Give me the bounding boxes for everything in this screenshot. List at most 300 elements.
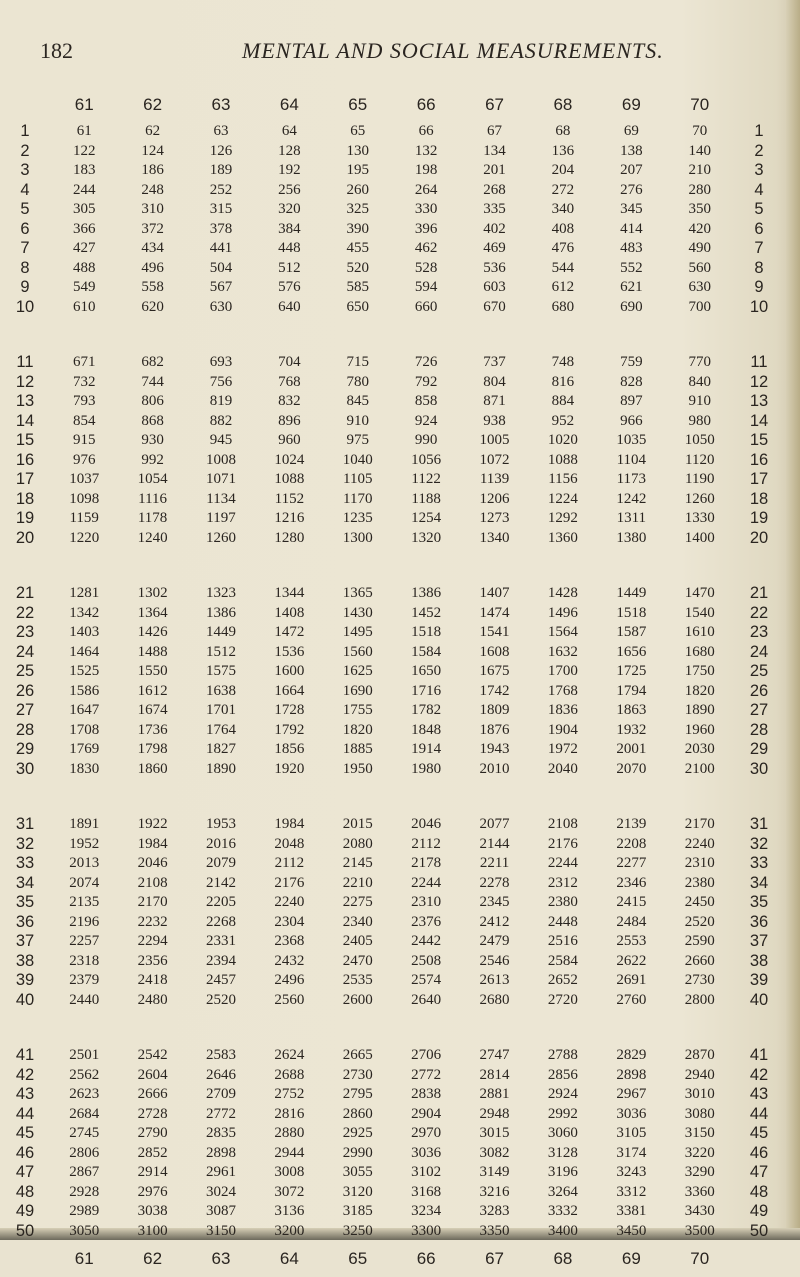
product-cell: 207	[620, 162, 643, 179]
product-cell: 1952	[69, 835, 100, 852]
product-cell: 2318	[69, 952, 100, 969]
product-cell: 140	[688, 142, 711, 159]
product-cell: 2772	[205, 1105, 236, 1122]
product-cell: 3080	[684, 1105, 715, 1122]
product-cell: 576	[278, 279, 301, 296]
product-cell: 3149	[479, 1164, 510, 1181]
product-cell: 682	[141, 354, 164, 371]
product-cell: 189	[209, 162, 233, 179]
product-cell: 1836	[547, 702, 578, 719]
product-cell: 1400	[684, 529, 715, 546]
product-cell: 2001	[616, 741, 647, 758]
row-label-left: 36	[15, 912, 35, 931]
product-cell: 132	[414, 142, 438, 159]
product-cell: 882	[209, 412, 233, 429]
product-cell: 66	[418, 123, 434, 140]
product-cell: 2144	[479, 835, 510, 852]
row-label-left: 16	[15, 450, 35, 469]
row-label-left: 26	[15, 681, 35, 700]
row-label-right: 28	[749, 720, 769, 739]
product-cell: 335	[483, 201, 506, 218]
product-cell: 315	[209, 201, 233, 218]
product-cell: 1452	[411, 604, 442, 621]
product-cell: 330	[414, 201, 438, 218]
product-cell: 832	[278, 393, 301, 410]
product-cell: 195	[346, 162, 369, 179]
product-cell: 1950	[342, 760, 373, 777]
product-cell: 1426	[137, 624, 168, 641]
product-cell: 1173	[616, 471, 647, 488]
product-cell: 756	[209, 373, 233, 390]
product-cell: 1525	[69, 663, 100, 680]
product-cell: 1098	[69, 490, 100, 507]
corner-cell	[0, 88, 50, 122]
product-cell: 130	[346, 142, 369, 159]
product-cell: 871	[483, 393, 506, 410]
product-cell: 2684	[69, 1105, 100, 1122]
row-label-right: 37	[749, 932, 769, 951]
product-cell: 1680	[684, 643, 715, 660]
table-row	[0, 181, 784, 201]
row-label-left: 12	[15, 372, 35, 391]
product-cell: 448	[278, 240, 301, 257]
product-cell: 1972	[547, 741, 578, 758]
product-cell: 858	[414, 393, 438, 410]
table-row	[0, 451, 784, 471]
table-row	[0, 200, 784, 220]
product-cell: 806	[141, 393, 164, 410]
product-cell: 2562	[69, 1066, 100, 1083]
product-cell: 1470	[684, 585, 715, 602]
product-cell: 1920	[274, 760, 305, 777]
product-cell: 1518	[411, 624, 442, 641]
product-cell: 2010	[479, 760, 510, 777]
product-cell: 768	[278, 373, 301, 390]
product-cell: 434	[141, 240, 164, 257]
product-cell: 2880	[274, 1125, 305, 1142]
corner-cell	[734, 1241, 784, 1277]
group-spacer-cell	[0, 779, 784, 815]
table-row	[0, 740, 784, 760]
column-header-68: 68	[553, 95, 573, 114]
row-label-left: 49	[15, 1202, 35, 1221]
product-cell: 325	[346, 201, 369, 218]
product-cell: 1040	[342, 451, 373, 468]
product-cell: 3500	[684, 1222, 715, 1239]
product-cell: 992	[141, 451, 164, 468]
product-cell: 69	[623, 123, 639, 140]
corner-cell	[734, 88, 784, 122]
product-cell: 1674	[137, 702, 168, 719]
product-cell: 455	[346, 240, 369, 257]
table-row	[0, 431, 784, 451]
product-cell: 1904	[547, 721, 578, 738]
product-cell: 2448	[547, 913, 578, 930]
product-cell: 560	[688, 259, 711, 276]
row-label-left: 31	[15, 815, 35, 834]
product-cell: 1344	[274, 585, 305, 602]
product-cell: 1088	[547, 451, 578, 468]
product-cell: 1650	[411, 663, 442, 680]
group-spacer-cell	[0, 1010, 784, 1046]
product-cell: 670	[483, 298, 506, 315]
product-cell: 3216	[479, 1183, 510, 1200]
product-cell: 276	[620, 181, 643, 198]
product-cell: 2108	[547, 816, 578, 833]
product-cell: 1360	[547, 529, 578, 546]
product-cell: 2176	[274, 874, 305, 891]
row-label-left: 42	[15, 1065, 35, 1084]
product-cell: 2613	[479, 972, 510, 989]
product-cell: 198	[414, 162, 438, 179]
product-cell: 1206	[479, 490, 510, 507]
product-cell: 1216	[274, 510, 305, 527]
product-cell: 1273	[479, 510, 510, 527]
product-cell: 3264	[547, 1183, 578, 1200]
table-row	[0, 490, 784, 510]
table-row	[0, 893, 784, 913]
product-cell: 1024	[274, 451, 305, 468]
product-cell: 2450	[684, 894, 715, 911]
product-cell: 2665	[342, 1047, 373, 1064]
table-row	[0, 1046, 784, 1066]
product-cell: 2660	[684, 952, 715, 969]
product-cell: 2139	[616, 816, 647, 833]
product-cell: 124	[141, 142, 164, 159]
product-cell: 1656	[616, 643, 647, 660]
product-cell: 1020	[547, 432, 578, 449]
product-cell: 256	[278, 181, 301, 198]
row-label-left: 10	[15, 297, 35, 316]
product-cell: 1220	[69, 529, 100, 546]
row-label-right: 32	[749, 834, 769, 853]
product-cell: 62	[145, 123, 161, 140]
product-cell: 462	[414, 240, 438, 257]
product-cell: 552	[620, 259, 643, 276]
product-cell: 384	[278, 220, 301, 237]
product-cell: 1008	[205, 451, 236, 468]
row-label-right: 19	[749, 509, 769, 528]
product-cell: 3196	[547, 1164, 578, 1181]
product-cell: 378	[209, 220, 233, 237]
product-cell: 1984	[137, 835, 168, 852]
product-cell: 3400	[547, 1222, 578, 1239]
product-cell: 1380	[616, 529, 647, 546]
product-cell: 1403	[69, 624, 100, 641]
row-label-left: 48	[15, 1182, 35, 1201]
row-label-left: 35	[15, 893, 35, 912]
product-cell: 2046	[411, 816, 442, 833]
row-label-left: 39	[15, 971, 35, 990]
product-cell: 2440	[69, 991, 100, 1008]
product-cell: 2640	[411, 991, 442, 1008]
product-cell: 1830	[69, 760, 100, 777]
product-cell: 1564	[547, 624, 578, 641]
row-label-left: 5	[20, 200, 30, 219]
row-label-right: 8	[754, 258, 764, 277]
product-cell: 793	[72, 393, 96, 410]
table-row	[0, 584, 784, 604]
product-cell: 210	[688, 162, 711, 179]
product-cell: 3100	[137, 1222, 168, 1239]
product-cell: 1407	[479, 585, 510, 602]
product-cell: 2442	[411, 933, 442, 950]
product-cell: 2706	[411, 1047, 442, 1064]
product-cell: 1512	[205, 643, 236, 660]
row-label-left: 32	[15, 834, 35, 853]
corner-cell	[0, 1241, 50, 1277]
product-cell: 126	[209, 142, 233, 159]
product-cell: 3360	[684, 1183, 715, 1200]
product-cell: 3008	[274, 1164, 305, 1181]
product-cell: 2814	[479, 1066, 510, 1083]
product-cell: 2600	[342, 991, 373, 1008]
product-cell: 1769	[69, 741, 100, 758]
product-cell: 260	[346, 181, 369, 198]
product-cell: 3055	[342, 1164, 373, 1181]
product-cell: 1827	[205, 741, 236, 758]
product-cell: 496	[141, 259, 164, 276]
product-cell: 204	[551, 162, 575, 179]
column-footer-68: 68	[553, 1249, 573, 1268]
product-cell: 1736	[137, 721, 168, 738]
row-label-right: 21	[749, 584, 769, 603]
table-row	[0, 701, 784, 721]
product-cell: 2520	[205, 991, 236, 1008]
row-label-left: 33	[15, 854, 35, 873]
row-label-left: 20	[15, 528, 35, 547]
row-label-left: 23	[15, 623, 35, 642]
product-cell: 2380	[547, 894, 578, 911]
group-spacer-cell	[0, 548, 784, 584]
table-row	[0, 1222, 784, 1242]
product-cell: 3087	[205, 1203, 236, 1220]
product-cell: 2479	[479, 933, 510, 950]
product-cell: 3220	[684, 1144, 715, 1161]
product-cell: 402	[483, 220, 506, 237]
product-cell: 630	[209, 298, 233, 315]
product-cell: 1104	[616, 451, 647, 468]
product-cell: 828	[620, 373, 643, 390]
product-cell: 3168	[411, 1183, 442, 1200]
column-footer-61: 61	[74, 1249, 94, 1268]
product-cell: 1782	[411, 702, 442, 719]
product-cell: 1984	[274, 816, 305, 833]
product-cell: 136	[551, 142, 575, 159]
product-cell: 1560	[342, 643, 373, 660]
product-cell: 660	[414, 298, 438, 315]
product-cell: 671	[72, 354, 96, 371]
product-cell: 1170	[343, 490, 373, 507]
table-row	[0, 623, 784, 643]
product-cell: 2535	[342, 972, 373, 989]
row-label-right: 31	[749, 815, 769, 834]
row-label-right: 6	[754, 219, 764, 238]
product-cell: 2898	[616, 1066, 647, 1083]
product-cell: 2368	[274, 933, 305, 950]
product-cell: 1365	[342, 585, 373, 602]
table-row	[0, 373, 784, 393]
row-label-right: 15	[749, 431, 769, 450]
product-cell: 3120	[342, 1183, 373, 1200]
row-label-left: 13	[15, 392, 35, 411]
column-footer-67: 67	[485, 1249, 504, 1268]
product-cell: 3128	[547, 1144, 578, 1161]
row-label-left: 43	[15, 1085, 35, 1104]
group-spacer	[0, 779, 784, 815]
product-cell: 1608	[479, 643, 510, 660]
table-row	[0, 835, 784, 855]
product-cell: 693	[209, 354, 233, 371]
product-cell: 1980	[411, 760, 442, 777]
product-cell: 1320	[411, 529, 442, 546]
product-cell: 938	[483, 412, 506, 429]
product-cell: 2457	[205, 972, 236, 989]
product-cell: 2232	[137, 913, 168, 930]
product-cell: 2275	[342, 894, 373, 911]
product-cell: 2257	[69, 933, 100, 950]
product-cell: 252	[209, 181, 233, 198]
product-cell: 128	[278, 142, 301, 159]
multiplication-table	[0, 88, 784, 1277]
table-row	[0, 239, 784, 259]
product-cell: 408	[551, 220, 575, 237]
product-cell: 1054	[137, 471, 168, 488]
product-cell: 3072	[274, 1183, 305, 1200]
product-cell: 2312	[547, 874, 578, 891]
product-cell: 512	[278, 259, 301, 276]
product-cell: 1728	[274, 702, 305, 719]
product-cell: 1943	[479, 741, 510, 758]
product-cell: 1863	[616, 702, 647, 719]
table-row	[0, 220, 784, 240]
product-cell: 2345	[479, 894, 510, 911]
product-cell: 1798	[137, 741, 168, 758]
product-cell: 1152	[274, 490, 305, 507]
row-label-left: 46	[15, 1143, 35, 1162]
row-label-right: 36	[749, 912, 769, 931]
product-cell: 414	[620, 220, 643, 237]
row-label-left: 45	[15, 1124, 35, 1143]
product-cell: 910	[688, 393, 711, 410]
product-cell: 2816	[274, 1105, 305, 1122]
product-cell: 3200	[274, 1222, 305, 1239]
row-label-left: 4	[20, 180, 30, 199]
product-cell: 2210	[342, 874, 373, 891]
row-label-right: 4	[754, 180, 764, 199]
product-cell: 2176	[547, 835, 578, 852]
table-row	[0, 1105, 784, 1125]
row-label-left: 44	[15, 1104, 35, 1123]
product-cell: 1122	[411, 471, 441, 488]
product-cell: 3450	[616, 1222, 647, 1239]
row-label-left: 34	[15, 873, 35, 892]
column-header-61: 61	[74, 95, 94, 114]
product-cell: 350	[688, 201, 711, 218]
product-cell: 528	[414, 259, 438, 276]
product-cell: 1281	[69, 585, 100, 602]
table-row	[0, 991, 784, 1011]
product-cell: 2240	[684, 835, 715, 852]
product-cell: 2772	[411, 1066, 442, 1083]
table-row	[0, 392, 784, 412]
product-cell: 490	[688, 240, 711, 257]
product-cell: 1292	[547, 510, 578, 527]
product-cell: 1240	[137, 529, 168, 546]
product-cell: 469	[483, 240, 506, 257]
product-cell: 2881	[479, 1086, 510, 1103]
row-label-right: 47	[749, 1163, 769, 1182]
product-cell: 3038	[137, 1203, 168, 1220]
product-cell: 3150	[205, 1222, 236, 1239]
product-cell: 2178	[411, 855, 442, 872]
product-cell: 3010	[684, 1086, 715, 1103]
product-cell: 2728	[137, 1105, 168, 1122]
column-header-63: 63	[211, 95, 231, 114]
product-cell: 2205	[205, 894, 236, 911]
table-row	[0, 161, 784, 181]
product-cell: 1134	[206, 490, 236, 507]
product-cell: 2940	[684, 1066, 715, 1083]
product-cell: 2584	[547, 952, 578, 969]
product-cell: 396	[414, 220, 438, 237]
row-label-left: 18	[15, 489, 35, 508]
row-label-left: 41	[15, 1046, 35, 1065]
product-cell: 650	[346, 298, 369, 315]
product-cell: 896	[278, 412, 301, 429]
row-label-right: 38	[749, 951, 769, 970]
product-cell: 138	[620, 142, 643, 159]
row-label-right: 14	[749, 411, 769, 430]
product-cell: 1536	[274, 643, 305, 660]
product-cell: 704	[278, 354, 301, 371]
product-cell: 272	[551, 181, 575, 198]
page-header	[40, 30, 780, 74]
product-cell: 1550	[137, 663, 168, 680]
page-edge	[786, 0, 800, 1240]
product-cell: 3300	[411, 1222, 442, 1239]
product-cell: 1890	[205, 760, 236, 777]
product-cell: 1071	[205, 471, 236, 488]
product-cell: 504	[209, 259, 233, 276]
running-head: MENTAL AND SOCIAL MEASUREMENTS.	[242, 38, 664, 63]
product-cell: 2016	[205, 835, 236, 852]
product-cell: 2135	[69, 894, 100, 911]
product-cell: 2928	[69, 1183, 100, 1200]
product-cell: 976	[72, 451, 96, 468]
product-cell: 2412	[479, 913, 510, 930]
product-cell: 2145	[342, 855, 373, 872]
row-label-right: 1	[754, 122, 764, 141]
product-cell: 1768	[547, 682, 578, 699]
product-cell: 2990	[342, 1144, 373, 1161]
product-cell: 804	[483, 373, 506, 390]
product-cell: 1876	[479, 721, 510, 738]
column-footer-62: 62	[143, 1249, 163, 1268]
product-cell: 2112	[274, 855, 305, 872]
product-cell: 310	[141, 201, 164, 218]
product-cell: 1725	[616, 663, 647, 680]
product-cell: 248	[141, 181, 164, 198]
product-cell: 732	[72, 373, 96, 390]
product-cell: 2944	[274, 1144, 305, 1161]
product-cell: 2013	[69, 855, 100, 872]
product-cell: 2720	[547, 991, 578, 1008]
product-cell: 192	[278, 162, 301, 179]
table-row	[0, 682, 784, 702]
product-cell: 3050	[69, 1222, 100, 1239]
product-cell: 2989	[69, 1203, 100, 1220]
